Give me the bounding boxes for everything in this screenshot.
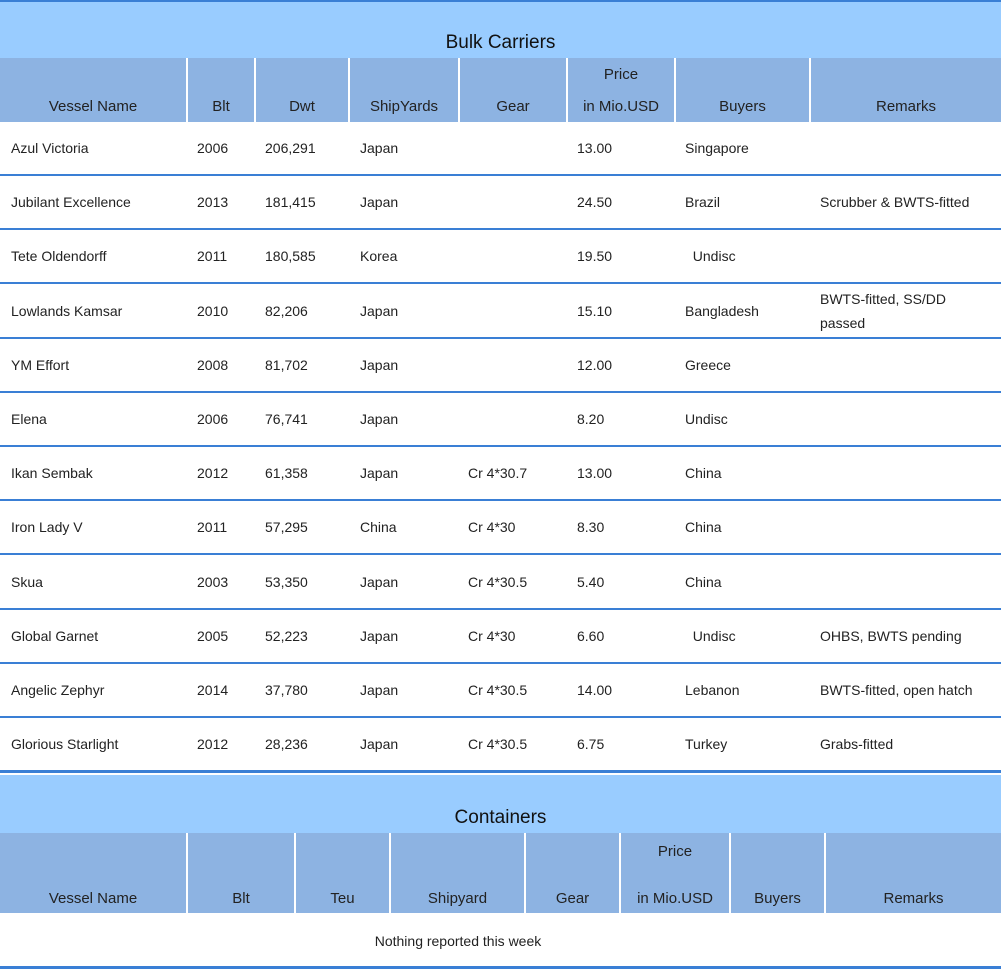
bulk-header-row <box>0 58 1001 122</box>
table-row <box>0 230 1001 284</box>
cell-dwt: 206,291 <box>265 140 316 156</box>
cell-shipyard: Japan <box>360 357 399 373</box>
cell-price: 8.30 <box>577 519 605 535</box>
cell-price: 6.75 <box>577 736 605 752</box>
cell-buyer: Lebanon <box>685 682 740 698</box>
cell-price: 13.00 <box>577 465 613 481</box>
cell-buyer: Brazil <box>685 194 721 210</box>
cell-shipyard: Japan <box>360 465 399 481</box>
cell-vessel: Jubilant Excellence <box>11 194 131 210</box>
cell-remarks-line2: passed <box>820 315 866 331</box>
cell-vessel: Skua <box>11 574 43 590</box>
cell-gear: Cr 4*30.5 <box>468 736 528 752</box>
cell-buyer: Undisc <box>685 411 728 427</box>
bulk-header-gear: Gear <box>460 58 568 122</box>
cell-remarks: Grabs-fitted <box>820 736 894 752</box>
cell-price: 19.50 <box>577 248 613 264</box>
cell-blt: 2006 <box>197 411 229 427</box>
cell-vessel: Glorious Starlight <box>11 736 119 752</box>
cell-dwt: 57,295 <box>265 519 308 535</box>
containers-title: Containers <box>454 807 547 828</box>
cell-gear: Cr 4*30 <box>468 519 516 535</box>
cell-shipyard: Japan <box>360 303 399 319</box>
cell-vessel: YM Effort <box>11 357 70 373</box>
cell-price: 24.50 <box>577 194 613 210</box>
cell-dwt: 181,415 <box>265 194 316 210</box>
cell-price: 15.10 <box>577 303 613 319</box>
bulk-header-price: Price in Mio.USD <box>568 58 676 122</box>
cell-remarks: Scrubber & BWTS-fitted <box>820 194 970 210</box>
table-row <box>0 556 1001 610</box>
cell-price: 6.60 <box>577 628 605 644</box>
cell-blt: 2005 <box>197 628 229 644</box>
cell-shipyard: Japan <box>360 140 399 156</box>
bulk-carriers-title-band <box>0 2 1001 58</box>
table-row <box>0 122 1001 176</box>
cell-buyer: Bangladesh <box>685 303 759 319</box>
cell-shipyard: Japan <box>360 682 399 698</box>
cell-dwt: 61,358 <box>265 465 308 481</box>
cell-shipyard: Japan <box>360 574 399 590</box>
containers-empty-message: Nothing reported this week <box>374 933 542 949</box>
containers-header-remarks: Remarks <box>826 833 1001 913</box>
cell-blt: 2010 <box>197 303 229 319</box>
cell-blt: 2008 <box>197 357 229 373</box>
cell-vessel: Angelic Zephyr <box>11 682 105 698</box>
cell-blt: 2012 <box>197 465 229 481</box>
cell-blt: 2012 <box>197 736 229 752</box>
bulk-carriers-title: Bulk Carriers <box>445 32 556 53</box>
cell-buyer: China <box>685 519 722 535</box>
cell-dwt: 76,741 <box>265 411 308 427</box>
cell-vessel: Iron Lady V <box>11 519 83 535</box>
cell-blt: 2011 <box>197 248 228 264</box>
cell-vessel: Ikan Sembak <box>11 465 93 481</box>
cell-shipyard: Japan <box>360 194 399 210</box>
bulk-header-vessel: Vessel Name <box>0 58 188 122</box>
cell-buyer: Singapore <box>685 140 749 156</box>
cell-gear: Cr 4*30.5 <box>468 574 528 590</box>
cell-buyer: Greece <box>685 357 731 373</box>
containers-header-buyers: Buyers <box>731 833 826 913</box>
bulk-header-blt: Blt <box>188 58 256 122</box>
containers-header-teu: Teu <box>296 833 391 913</box>
cell-buyer: China <box>685 465 722 481</box>
bottom-rule <box>0 966 1001 969</box>
bulk-header-shipyards: ShipYards <box>350 58 460 122</box>
section-divider <box>0 770 1001 773</box>
cell-blt: 2013 <box>197 194 229 210</box>
cell-shipyard: Japan <box>360 411 399 427</box>
cell-dwt: 28,236 <box>265 736 308 752</box>
table-row <box>0 501 1001 555</box>
cell-price: 8.20 <box>577 411 605 427</box>
table-row <box>0 447 1001 501</box>
table-row <box>0 393 1001 447</box>
cell-buyer: Undisc <box>685 628 736 644</box>
cell-shipyard: Japan <box>360 736 399 752</box>
cell-blt: 2003 <box>197 574 229 590</box>
table-row <box>0 718 1001 772</box>
table-row <box>0 664 1001 718</box>
table-row <box>0 610 1001 664</box>
cell-gear: Cr 4*30.5 <box>468 682 528 698</box>
cell-buyer: Undisc <box>685 248 736 264</box>
cell-price: 12.00 <box>577 357 613 373</box>
cell-remarks: BWTS-fitted, open hatch <box>820 682 973 698</box>
cell-vessel: Elena <box>11 411 47 427</box>
cell-dwt: 53,350 <box>265 574 308 590</box>
containers-header-vessel: Vessel Name <box>0 833 188 913</box>
cell-dwt: 52,223 <box>265 628 308 644</box>
containers-title-band <box>0 775 1001 833</box>
cell-gear: Cr 4*30 <box>468 628 516 644</box>
cell-gear: Cr 4*30.7 <box>468 465 528 481</box>
cell-remarks: BWTS-fitted, SS/DD <box>820 291 947 307</box>
bulk-header-buyers: Buyers <box>676 58 811 122</box>
cell-shipyard: China <box>360 519 397 535</box>
containers-header-price: Price in Mio.USD <box>621 833 731 913</box>
cell-price: 14.00 <box>577 682 613 698</box>
cell-vessel: Azul Victoria <box>11 140 89 156</box>
cell-dwt: 37,780 <box>265 682 308 698</box>
cell-price: 13.00 <box>577 140 613 156</box>
cell-vessel: Tete Oldendorff <box>11 248 107 264</box>
cell-remarks: OHBS, BWTS pending <box>820 628 962 644</box>
bulk-header-dwt: Dwt <box>256 58 350 122</box>
containers-header-blt: Blt <box>188 833 296 913</box>
table-row <box>0 176 1001 230</box>
cell-blt: 2011 <box>197 519 228 535</box>
cell-blt: 2006 <box>197 140 229 156</box>
cell-shipyard: Korea <box>360 248 398 264</box>
table-row <box>0 339 1001 393</box>
cell-dwt: 82,206 <box>265 303 308 319</box>
cell-vessel: Global Garnet <box>11 628 99 644</box>
containers-header-row <box>0 833 1001 913</box>
containers-header-gear: Gear <box>526 833 621 913</box>
cell-dwt: 180,585 <box>265 248 316 264</box>
table-row <box>0 285 1001 339</box>
cell-blt: 2014 <box>197 682 229 698</box>
cell-buyer: Turkey <box>685 736 728 752</box>
cell-shipyard: Japan <box>360 628 399 644</box>
cell-price: 5.40 <box>577 574 605 590</box>
cell-buyer: China <box>685 574 722 590</box>
cell-vessel: Lowlands Kamsar <box>11 303 123 319</box>
containers-header-shipyard: Shipyard <box>391 833 526 913</box>
bulk-header-remarks: Remarks <box>811 58 1001 122</box>
cell-dwt: 81,702 <box>265 357 308 373</box>
